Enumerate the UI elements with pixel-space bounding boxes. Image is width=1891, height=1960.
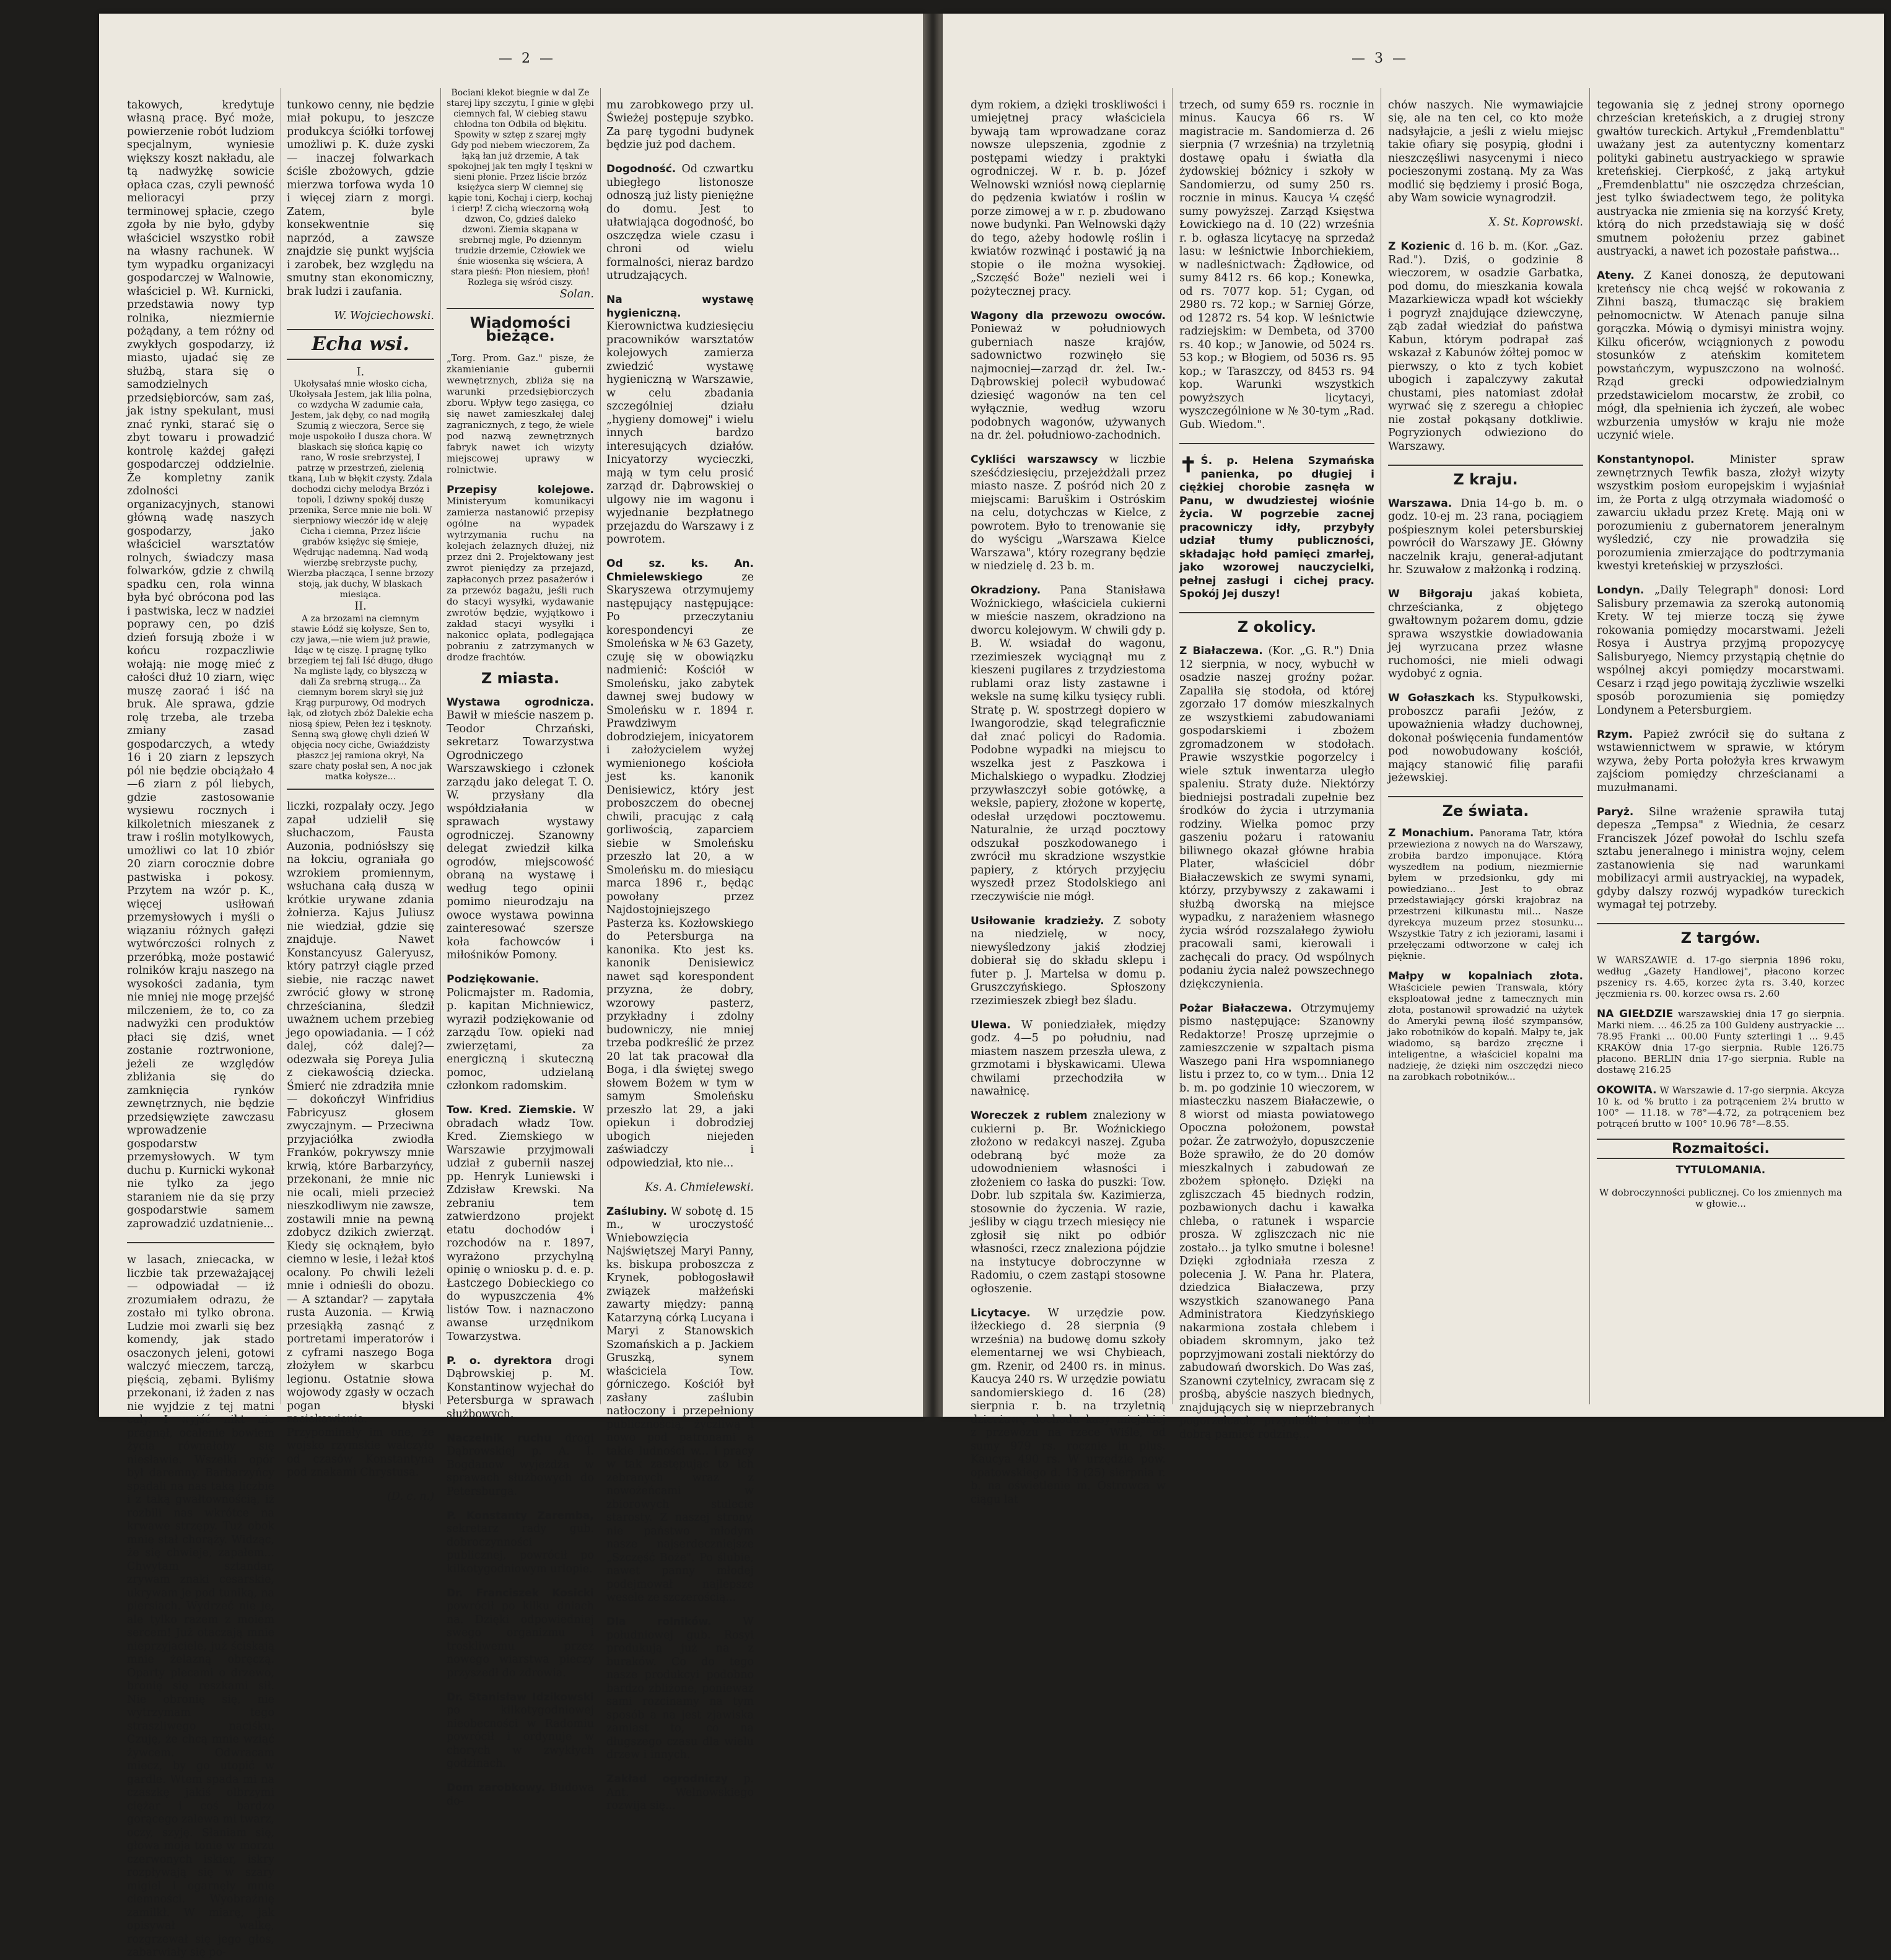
news-item: Z soboty na niedzielę, w nocy, niewyśledzony jakiś złodziej dobierał się do składu sklepu i futer p. J. Martelsa w domu p. Gruszczyńskiego. Spłoszony rzezimieszek zbiegł bez śladu. — [971, 914, 1166, 1007]
column-3 — [1388, 88, 1590, 1404]
market-report: warszawskiej dnia 17 go sierpnia. Marki niem. ... 46.25 za 100 Guldeny austryackie ... 78.95 Franki ... 00.00 Funty szterlingi 1 ... 9.45 KRAKÓW dnia 17-go sierpnia. Ruble 126.75 płacono. BERLIN dnia 17-go sierpnia. Ruble na dostawę 216.25 — [1597, 1008, 1845, 1075]
column-3 — [447, 88, 601, 1808]
news-item: d. 16 b. m. (Kor. „Gaz. Rad."). Dziś, o godzinie 8 wieczorem, w osadzie Garbatka, pod domu, do mieszkania kowala Mazarkiewicza wpadł kot wściekły i pogryzł znajdujące dziewczynę, ząb zadał wiedział do państwa Kabun, którym podrapał zaś wskazał z Kabunów żółtej pomoc w pierwszy, o kto z tych kobiet ubogich i zapalczywy zakutał chustami, pies natomiast zdołał wyrwać się z szeregu a chłopiec nie został pokąsany dotkliwie. Pogryzionych odwieziono do Warszawy. — [1388, 240, 1583, 453]
news-heading: Dom zarobkowy. — [447, 1782, 546, 1794]
news-item: Dnia 14-go b. m. o godz. 10-ej m. 23 rana, pociągiem pośpiesznym kolei petersburskiej powrócił do Warszawy JE. Główny naczelnik kraju, generał-adjutant hr. Szuwałow z małżonką i rodziną. — [1388, 497, 1583, 576]
news-heading: Zaślubiny. — [606, 1205, 667, 1218]
news-heading: Cykliści warszawscy — [971, 453, 1098, 466]
news-heading: Małpy w kopalniach złota. — [1388, 969, 1583, 982]
news-heading: OKOWITA. — [1597, 1083, 1657, 1096]
news-heading: NA GIEŁDZIE — [1597, 1007, 1674, 1020]
right-page — [943, 14, 1884, 1506]
news-heading: Ateny. — [1597, 269, 1635, 282]
section-title: Rozmaitości. — [1597, 1139, 1845, 1160]
news-heading: Woreczek z rublem — [971, 1109, 1088, 1122]
news-heading: Podziękowanie. — [447, 973, 539, 986]
news-item: chów naszych. Nie wymawiajcie się, ale na ten cel, co kto może nadsyłajcie, a jeśli z wielu miejsc takie ofiary się posypią, głodni i nieszczęśliwi nasycenymi i nieco pocieszonymi zostaną. My za Was modlić się będziemy i prosić Boga, aby Wam sowicie wynagrodził. — [1388, 98, 1583, 204]
news-heading: Ulewa. — [971, 1018, 1011, 1031]
news-heading: Tow. Kred. Ziemskie. — [447, 1104, 577, 1116]
column-2 — [1179, 88, 1381, 1441]
news-heading: Dr. Stanisław Idzikowski — [447, 1691, 594, 1704]
news-heading: Od sz. ks. An. Chmielewskiego — [606, 558, 754, 584]
news-item: Policmajster m. Radomia, p. kapitan Michniewicz, wyraził podziękowanie od zarządu Tow. opieki nad zwierzętami, za energiczną i skuteczną pomoc, udzielaną członkom radomskim. — [447, 986, 594, 1092]
news-heading: Wagony dla przewozu owoców. — [971, 309, 1166, 322]
column-4 — [606, 88, 760, 1812]
news-item: sekretarz rady gub. dobroczynności publicznej, powrócił po kilkotygodniowym urlopie. — [447, 1523, 594, 1575]
article-text: takowych, kredytuje własną pracę. Być może, powierzenie robót ludziom specjalnym, wyniesie większy koszt nakładu, ale tą nadwyżkę sowicie opłaca czas, czyli pewność melioracyi przy terminowej spłacie, czego zgoła by nie było, gdyby właściciel wszystko robił na własny rachunek. W tym wypadku organizacyi gospodarczej w Walnowie, właściciel p. Wł. Kurnicki, przedstawia nowy typ rolnika, niezmiernie pożądany, a tem różny od zwykłych gospodarzy, iż miasto, ujadać się ze służbą, stara się o samodzielnych przedsiębiorców, sam zaś, jak istny spekulant, musi znać rynki, starać się o zbyt towaru i prowadzić kontrolę każdej gałęzi gospodarczej oddzielnie. Że kompletny zanik zdolności organizacyjnych, stanowi główną wadę naszych gospodarzy, jako właściciel warsztatów rolnych, świadczy masa folwarków, gdzie z chwilą spadku cen, rola winna była być obrócona pod las i pastwiska, lecz w nadziei poprawy cen, po dziś dzień forsują zboże i w końcu rozpaczliwie wołają: nie mogę mieć z całości dłuż 10 ziarn, więc muszę zaorać i iść na bruk. Ale sprawa, gdzie rolę trzeba, ale trzeba zmiany zasad gospodarczych, a wtedy 16 i 20 ziarn z lepszych pól nie będzie obciążało 4—6 ziarn z pól liebych, gdzie zastosowanie wysiewu rocznych i kilkoletnich mieszanek z traw i roślin motylkowych, umożliwi co lat 10 zbiór 20 ziarn corocznie dobre pastwiska i pokosy. Przytem na wzór p. K., więcej usiłowań przemysłowych i myśli o wiązaniu różnych gałęzi wytwórczości rolnych z przeróbką, może postawić rolników kraju naszego na wysokości zadania, tym nie mniej nie mogę przejść milczeniem, że to, co za nadwyżki cen produktów płaci się dziś, wnet zostanie roztrwonione, jeżeli ze względów zbliżania się do zamknięcia rynków zewnętrznych, nie będzie przedsięwzięte zawczasu wprowadzenie gospodarstw przemysłowych. W tym duchu p. Kurnicki wykonał nie tylko za jego staraniem nie da się przy gospodarstwie samem zaprowadzić uzdatnienie... — [127, 98, 274, 1230]
column-1 — [127, 88, 281, 1959]
news-heading: TYTULOMANIA. — [1675, 1164, 1766, 1176]
news-item: Pana Stanisława Woźnickiego, właściciela cukierni w mieście naszem, okradziono na dworcu kolejowym. W chwili gdy p. B. W. wsiadał do wagonu, rzezimieszek wyciągnął mu z kieszeni pugilares z trzydziestoma rublami oraz listy zastawne i weksle na sumę kilku tysięcy rubli. Stratę p. W. spostrzegł dopiero w Iwangorodzie, skąd telegraficznie dał znać policyi do Radomia. Podobne wypadki na miejscu to wszelka jest z Paszkowa i Michalskiego o wypadku. Złodziej przywłaszczył sobie gotówkę, a weksle, papiery, złożone w kopertę, odesłał urzędowi pocztowemu. Naturalnie, że urząd pocztowy odszukał poszkodowanego i zwrócił mu skradzione wszystkie papiery, z których przyjęciu wyszedł przez Stodolskiego ani rzeczywiście nie mógł. — [971, 584, 1166, 903]
news-item: Z Kanei donoszą, że deputowani kreteńscy nie chcą wejść w rokowania z Zihni baszą, tłumacząc się brakiem pełnomocnictw. W Atenach panuje silna gorączka. Mówią o dymisyi ministra wojny. Kilku oficerów, wciągnionych z powodu stosunków z ateńskim komitetem powstańczym, wypuszczono na wolność. Rząd grecki odpowiedzialnym przedstawicielom mocarstw, że zrobił, co mógł, dla spełnienia ich życzeń, ale wobec wzburzenia umysłów w kraju nie może uczynić wiele. — [1597, 269, 1845, 442]
obituary: Ś. p. Helena Szymańska panienka, po długiej i ciężkiej chorobie zasnęła w Panu, w dwudziestej wiośnie życia. W pogrzebie zacnej pracowniczy idły, przybyły udział tłumy publiczności, składając hołd pamięci zmarłej, jako wzorowej nauczycielki, pełnej zasługi i cichej pracy. Spokój Jej duszy! — [1179, 455, 1374, 600]
divider — [287, 359, 434, 360]
news-heading: Przepisy kolejowe. — [447, 483, 594, 496]
section-title: Wiadomości bieżące. — [469, 313, 571, 344]
poem: Ukołysałaś mnie włosko cicha, Ukołysała Jestem, jak lilia polna, co wzdycha W zadumie cała, Jestem, jak dęby, co nad mogiłą Szumią z wieczora, Serce się moje uspokoiło I dusza chora. W blaskach się słońca kąpię co rano, W rosie srebrzystej, I patrzę w przestrzeń, zielenią tkaną, Lub w błękit czysty. Zdala dochodzi cichy melodya Brzóz i topoli, I dziwny spokój duszę przenika, Serce mnie nie boli. W sierpniowy wieczór idę w aleję Cicha i ciemna, Przez liście grabów księżyc się śmieje, Wędrując nademną. Nad wodą wierzbę srebrzyste puchy, Wierzba płacząca, I senne brzozy stoją, jak duchy, W blaskach miesiąca. — [287, 379, 434, 600]
news-item: Ponieważ w południowych guberniach nasze krajów, sadownictwo rozwinęło się najmocniej—zarząd dr. żel. Iw.-Dąbrowskiej polecił wybudować dziesięć wagonów na ten cel wyłącznie, według wzoru podobnych wagonów, używanych na dr. żel. południowo-zachodnich. — [971, 323, 1166, 442]
news-item: znaleziony w cukierni p. Br. Woźnickiego złożono w redakcyi naszej. Zguba odebraną być może za udowodnieniem własności i złożeniem co łaska do puszki: Tow. Dobr. lub szpitala św. Kazimierza, stosownie do życzenia. W razie, jeśliby w ciągu trzech miesięcy nie zgłosił się nikt po odbiór własności, rzecz znaleziona pójdzie na instytucye dobroczynne w Radomiu, o czem zastąpi stosowne ogłoszenie. — [971, 1109, 1166, 1295]
right-columns — [971, 88, 1872, 1506]
news-item: W urzędzie pow. iłżeckiego d. 28 sierpnia (9 września) na budowę domu szkoły elementarnej we wsi Chybieach, gm. Rzenir, od 2400 rs. in minus. Kaucya 240 rs. W urzędzie powiatu sandomierskiego d. 16 (28) sierpnia r. b. na trzyletnią dzierżawę dochodu kasy miejskiej z przewozu na rzece Wiśle, od sumy 979 rs. rocznie in plus. Kaucya 490 rs. W urzędzie pow. opatowskiego d. 13 (25) sierpnia r. b. na oświetlenie m. Ostrowca w ciągu lat — [971, 1306, 1166, 1506]
news-item: W sobotę d. 15 m., w uroczystość Wniebowzięcia Najświętszej Maryi Panny, ks. biskupa proboszcza z Krynek, pobłogosławił związek małżeński zawarty między: panną Katarzyną córką Lucyana i Maryi z Stanowskich Szomańskich a p. Jackiem Gruszką, synem właściciela Tow. górniczego. Kościół był zasłany zaślubin natłoczony i przepełniony publicznością, życzliwą i nowo pod patronami a takie ludności w... i pracy w tak zastępując to ich zebranych wraz z nowożeńcami w zbiorowych stulecie starosty. Z naszej strony, nie państwo młodym nasze najserdeczniejsze „Szczęść Boże". Po ślubie, nawet panny młodej podejmował najlepsze wesele ze szczerością... — [606, 1205, 754, 1604]
news-heading: Z Monachium. — [1388, 826, 1474, 839]
news-heading: P. o. dyrektora — [447, 1354, 552, 1367]
section-title: Z miasta. — [481, 669, 560, 687]
poem-numeral: I. — [356, 365, 365, 378]
news-heading: Warszawa. — [1388, 497, 1452, 510]
news-item: Minister spraw zewnętrznych Tewfik basza, złożył wizyty wszystkim posłom europejskim i wyjaśniał im, że Porta z ulgą otrzymała wiadomość o zawarciu układu przez Kretę. Mają oni w porozumieniu z gubernatorem jeneralnym wyśledzić, czy nie prowadziła się porozumienia zmierzające do podtrzymania kwestyi kreteńskiej w przyszłości. — [1597, 453, 1845, 572]
section-title: Ze świata. — [1442, 802, 1529, 820]
news-heading: W Gołaszkach — [1388, 692, 1475, 704]
news-heading: Konstantynopol. — [1597, 453, 1695, 466]
news-item: W dobroczynności publicznej. Co los zmiennych ma w głowie... — [1599, 1186, 1843, 1209]
page-number: — 2 — — [499, 51, 556, 66]
news-item: drogi Dąbrowskiej p. A. I. Bogdanow wyjeżdża w sprawach służbowych do Petersburga. — [447, 1432, 594, 1498]
market-report: W WARSZAWIE d. 17-go sierpnia 1896 roku, według „Gazety Handlowej", płacono korzec pszenicy rs. 4.65, korzec żyta rs. 3.40, korzec jęczmienia rs. 00. korzec owsa rs. 2.60 — [1597, 954, 1845, 999]
signature: X. St. Koprowski. — [1488, 216, 1583, 229]
divider — [1179, 443, 1374, 444]
news-heading: Wystawa ogrodnicza. — [447, 696, 594, 709]
left-page — [99, 14, 923, 1959]
signature: Ks. A. Chmielewski. — [645, 1181, 754, 1194]
news-item: W obradach władz Tow. Kred. Ziemskiego w Warszawie przyjmowali udział z gubernii naszej pp. Henryk Luniewski i Zdzisław Krewski. Na zebraniu tem zatwierdzono projekt etatu dochodów i rozchodów na r. 1897, wyrażono przychylną opinię o wniosku p. d. e. p. Łastczego Dobieckiego co do wypuszczenia 4% listów Tow. i naznaczono awanse urzędnikom Towarzystwa. — [447, 1104, 594, 1343]
news-item: dym rokiem, a dzięki troskliwości i umiejętnej pracy właściciela bywają tam wprowadzane coraz nowsze ulepszenia, zgodnie z postępami wiedzy i praktyki ogrodniczej. W r. b. p. Józef Welnowski wzniósł nową cieplarnię do pędzenia kwiatów i roślin w porze zimowej a w r. p. zbudowano nowe budynki. Pan Welnowski dąży do tego, ażeby hodowlę roślin i kwiatów rozwinąć i postawić ją na stopie o ile można wysokiej. „Szczęść Boże" nezieli wei i pożytecznej pracy. — [971, 98, 1166, 298]
news-item: Otrzymujemy pismo następujące: Szanowny Redaktorze! Proszę uprzejmie o zamieszczenie w szpaltach pisma Waszego pani Hra wspomnianego listu i przez to, co w tym... Dnia 12 b. m. po godzinie 10 wieczorem, w miasteczku naszem Białaczewie, o 8 wiorst od miasta powiatowego Opoczna położonem, powstał pożar. Że zatrwożyło, dopuszczenie Boże sprawiło, że do 20 domów mieszkalnych i zabudowań ze zbożem spłonęło. Dzięki na zgliszczach 45 biednych rodzin, pozbawionych dachu i kawałka chleba, o ratunek i wsparcie prosza. W zgliszczach nic nie zostało... ja tylko smutne i bolesne! Dzięki zgłodniała rzesza z polecenia J. W. Pana hr. Platera, dziedzica Białaczewa, przy wszystkich szanowanego Pana Administratora Kiedzyńskiego nakarmiona została chlebem i obiadem skromnym, jako też poprzyjmowani zostali niektórzy do zabudowań dworskich. Do Was zaś, Szanowni czytelnicy, zwracam się z prośbą, abyście naszych biednych, znajdujących się w nieprzebranych pogorzelcach, przynieśli i na ich dobrą pamięć rodzinę... — [1179, 1002, 1374, 1441]
news-heading: Naczelnik ruchu — [447, 1432, 552, 1445]
divider — [287, 329, 434, 330]
news-item: W południowej gub. Rosyi produkują już na z buraków. Co do tego nasze produkcyi podobno bardzo zbliżone, ponieważ sami rozcinamy na tym sposób a na jest zjawiska zamiast to, co na długszego czasu dla wielu drzew i innych. — [606, 1616, 754, 1761]
section-title: Z okolicy. — [1237, 618, 1317, 636]
news-heading: Okradziony. — [971, 584, 1041, 597]
news-item: po kilkotygodniowej nieobecności w Radomiu powrócił i ordynuje w chorych w zwykłych godzinach. — [447, 1704, 594, 1770]
column-1 — [971, 88, 1173, 1506]
news-heading: Usiłowanie kradzieży. — [971, 914, 1104, 927]
book-gutter — [923, 14, 943, 1417]
poem-numeral: II. — [354, 600, 367, 613]
divider — [1597, 923, 1845, 924]
news-item: jakaś kobieta, chrześcianka, z objętego gwałtownym pożarem domu, gdzie sprawa wszystkie dowiadowania jej wyrzucana przez własne ruchomości, nie mieli odwagi wydobyć z ognia. — [1388, 588, 1583, 680]
news-item: Ministeryum komunikacyi zamierza nastanowić przepisy ogólne na wypadek wytrzymania ruchu na kolejach żelaznych dłużej, niż przez dni 2. Projektowany jest zwrot pieniędzy za przejazd, zapłaconych przez pasażerów i za przewóz bagażu, jeśli ruch do stacyi wysyłki, wydawanie zwrotów będzie, wyjątkowo i zakład stacyi wysyłki i nakonicc opłata, podlegająca pobraniu z zatrzymanych w drodze frachtów. — [447, 495, 594, 663]
poem-signature: Solan. — [559, 288, 594, 300]
column-4 — [1597, 88, 1851, 1404]
divider — [447, 308, 594, 309]
serial-story-text: liczki, rozpalały oczy. Jego zapał udzielił się słuchaczom, Fausta Auzonia, podniósłszy się na łokciu, ograniała go wzrokiem promiennym, wsłuchana całą duszą w krótkie urywane zdania żołnierza. Kajus Juliusz nie wiedział, gdzie się znajduje. Nawet Konstancyusz Galeryusz, który patrzył ciągle przed siebie, nie racząc nawet zwrócić głowy w stronę chrześcianina, śledził uważnem uchem przebieg jego opowiadania. — I cóż dalej, cóż dalej?—odezwała się Poreya Julia z ciekawością dziecka. Śmierć nie zdradziła mnie — dokończył Winfridius Fabricyusz głosem zwyczajnym. — Przeciwna przyjaciółka zwiodła Franków, pokrywszy mnie krwią, które Barbarzyńcy, przekonani, że mnie nic nie ocali, mieli przecież nieszkodliwym nie zawsze, zostawili mnie na pewną zdobycz dzikich zwierząt. Kiedy się ocknąłem, było ciemno w lesie, i leżał ktoś ocalony. Po chwili leżeli mnie i odnieśli do obozu. — A sztandar? — zapytała rusta Auzonia. — Krwią przesiąkłą zasnąć z portretami imperatorów i z cyframi naszego Boga złożyłem w skarbcu legionu. Ostatnie słowa wojowody zgasły w oczach pogan błyski zaciekawienia. Przypominały im one, że wojsko rzymskie walczyło od czasów Konstantyna pod znakami Chrystusa. — [287, 800, 434, 1479]
section-title: Echa wsi. — [312, 333, 409, 355]
news-heading: Londyn. — [1597, 584, 1644, 597]
news-item: „Torg. Prom. Gaz." pisze, że zkamienianie gubernii wewnętrznych, zbliża się na warunki przedsiębiorczych zboru. Wpływ tego zasięga, co się nawet zamieszkałej dalej zagranicznych, z tego, że wiele pod nazwą zewnętrznych fabryk nawet ich wizyty miejscowej uprawy w rolnictwie. — [447, 352, 594, 475]
divider — [1388, 796, 1583, 797]
news-item: p. Ant. Welnowskiego rozwija się... — [606, 1773, 754, 1812]
divider — [1388, 465, 1583, 466]
news-item: w liczbie sześćdziesięciu, przejeżdżali przez miasto nasze. Z pośród nich 20 z miejscami: Baruškim i Ostróskim na celu, dotychczas w Kielce, z powrotem. Było to trenowanie się do wyścigu „Warszawa Kielce Warszawa", który rozegrany będzie w niedzielę d. 23 b. m. — [971, 453, 1166, 572]
section-title: Z targów. — [1680, 929, 1761, 947]
to-be-continued: (D. c. n.) — [387, 1490, 434, 1503]
news-item: Budowa do- — [447, 1782, 594, 1808]
news-item: mu zarobkowego przy ul. Świeżej postępuje szybko. Za parę tygodni budynek będzie już pod dachem. — [606, 98, 754, 151]
news-heading: Z Białaczewa. — [1179, 645, 1263, 657]
news-item: Bawił w mieście naszem p. Teodor Chrzański, sekretarz Towarzystwa Ogrodniczego Warszawskiego i członek zarządu jako delegat T. O. W. przysłany dla współdziałania w sprawach wystawy ogrodniczej. Szanowny delegat zwiedził kilka ogrodów, miejscowość obraną na wystawę i według tego opinii pomimo nieurodzaju na owoce wystawa powinna zainteresować szersze koła fachowców i miłośników Pomony. — [447, 709, 594, 961]
page-number: — 3 — — [1352, 51, 1408, 66]
poem: A za brzozami na ciemnym stawie Łódź się kołysze, Śen to, czy jawa,—nie wiem już prawie, Idąc w tę ciszę. I pragnę tylko brzegiem tej fali Iść długo, długo Na mgliste lądy, co błyszczą w dali Za srebrną strugą... Za ciemnym borem skrył się już Krąg purpurowy, Od modrych łąk, od złotych zbóż Dalekie echa niosą śpiew, Pełen łez i tęsknoty. Senną swą głowę chyli dzień W objęcia nocy ciche, Gwiaździsty płaszcz jej ramiona okrył, Na szare chaty posłał sen, A noc jak matka kołysze... — [287, 613, 434, 782]
news-item: drogi Dąbrowskiej p. M. Konstantinow wyjechał do Petersburga w sprawach służbowych. — [447, 1354, 594, 1420]
news-item: Od czwartku ubiegłego listonosze odnoszą już listy pieniężne do domu. Jest to ułatwiająca dogodność, bo oszczędza wiele czasu i chroni od wielu formalności, nieraz bardzo utrudzających. — [606, 163, 754, 282]
signature: W. Wojciechowski. — [334, 309, 434, 322]
news-heading: Pożar Białaczewa. — [1179, 1002, 1292, 1015]
poem: Bociani klekot biegnie w dal Ze starej lipy szczytu, I ginie w głębi ciemnych fal, W ciebieg stawu chłodna ton Odbiła od błękitu. Spowity w sztęp z szarej mgły Gdy pod niebem wieczorem, Za łąką łan już drzemie, A tak spokojnej jak ten mgły I tęskni w sieni płonie. Przez liście brzóz księżyca sierp W ciemnej się kąpie toni, Kochaj i cierp, kochaj i cierp! Z cichą wieczorną wołą dzwon, Co, gdzieś daleko dzwoni. Ziemia skąpana w srebrnej mgle, Po dziennym trudzie drzemie, Człowiek we śnie wiosenka się wściera, A stara pieśń: Płon niesiem, płoń! Rozlega się wśród ciszy. — [447, 88, 594, 287]
news-item: Kierownictwa kudziesięciu pracowników warsztatów kolejowych zamierza zwiedzić wystawę hygieniczną w Warszawie, w celu zbadania szczególniej działu „hygieny domowej" i wielu innych bardzo interesujących działów. Inicyatorzy wycieczki, mają w tym celu prosić zarząd dr. Dąbrowskiej o ulgowy nie im wagonu i wyjednanie bezpłatnego przejazdu do Warszawy i z powrotem. — [606, 320, 754, 546]
serial-story-text: w lasach, zniecacka, w liczbie tak przeważającej — odpowiadał — iż zrozumiałem odrazu, że zostało mi tylko obrona. Ludzie moi zwarli się bez komendy, jak stado osaczonych jeleni, gotowi walczyć mieczem, tarczą, pięścią, zębami. Byliśmy przekonani, iż żaden z nas nie wyjdzie z tej matni cały. I wyjść nikt nie pragnął, ocalenie bowiem życia równałoby się niesławie. Wszelki opór był daremny. Barbarzyńcy spadali na nas taką liczbie i z taką gwałtownością, iż rozbili nas wkrótce na krwawe strzępy. Tuż obok mnie stał chorąży. Widząc, że się chwieje, zapałem... Chwytam sztandar, zrywam znaki cesarskie, ukrywam je pod tuniką, na piersiach. Wydrzeć nie je, ale tylko razem z moiem sercem! Już otaczają mnie nieprzyjaciele, już ściskają mnie żelazną obręczą. Oparty plecami o drzewo, bronię się reszkami sił. Nie obronię się, nie wytrzymam tego straszliwego naciśku. Czuję, że chcą mnie wziąć żywcem. Odwracam miecz, by go utopić w gardle. Wtem spada mi na czaszkę jakiś olbrzymi ciężar i coś bardzo gorącego zalewa mi twarz, oczy, szyję. Słaniam się, głowa moja tonie w morzu czerwonych iskier, iskry rozpływają się w szary migiel i ogarnęły mnie ciemności. Wyobraźnię zamilkł. W miarę, jak opisywał walkę, rozgrzewał się jego głos, zabarwiały się po- — [127, 1254, 274, 1959]
news-item: „Daily Telegraph" donosi: Lord Salisbury przemawia za szeroką autonomią Krety. W tej mierze toczą się żywe rokowania pomiędzy mocarstwami. Jeżeli Rosya i Austrya przyjmą propozycyę Salisburyego, Niemcy przystąpią chętnie do wspólnej akcyi pomiędzy mocarstwami. Cesarz i rząd jego powitają życzliwie wszelki sposób porozumienia się pomiędzy Londynem a Petersburgiem. — [1597, 584, 1845, 717]
news-item: Panorama Tatr, która przewieziona z nowych na do Warszawy, zrobiła bardzo imponujące. Którą wyszedłem na podium, niezmiernie byłem w przedsionku, gdy mi powiedziano... Jest to obraz przedstawiający górski krajobraz na przestrzeni kilkunastu mil... Nasze dyrekcya muzeum przez stosunku... Wszystkie Tatry z ich jeziorami, lasami i przełęczami odtworzone w całej ich pięknie. — [1388, 827, 1583, 961]
news-item: Właściciele pewien Transwala, który eksploatował jedne z tamecznych min złota, postanowił sprowadzić na użytek do Ameryki pewną ilość szympansów, jako robotników do kopalń. Małpy te, jak wiadomo, są bardzo zręczne i inteligentne, a właściciel kopalni ma nadzieję, że dzięki nim oszczędzi nieco na zarobkach robotników... — [1388, 981, 1583, 1082]
left-columns — [127, 88, 911, 1959]
market-report: W Warszawie d. 17-go sierpnia. Akcyza 10 k. od % brutto i za potrąceniem 2¼ brutto w 100° — 11.18. w 78°—4.72, za potrąceniem bez potrąceń brutto w 100° 10.96 78°—8.55. — [1597, 1084, 1845, 1129]
news-item: trzech, od sumy 659 rs. rocznie in minus. Kaucya 66 rs. W magistracie m. Sandomierza d. 26 sierpnia (7 września) na trzyletnią dostawę opału i światła dla żydowskiej bóżnicy i szkoły w Sandomierzu, od sumy 250 rs. rocznie in minus. Kaucya ¼ część sumy powyższej. Zarząd Księstwa Łowickiego na d. 10 (22) września r. b. ogłasza licytacyę na sprzedaż lasu: w leśnictwie Inborchiekiem, w nadleśnictwach: Żądłowice, od sumy 8412 rs. 66 kop.; Konewka, od rs. 7077 kop. 51; Cygan, od 2980 rs. 72 kop.; w Sarniej Górze, od 12872 rs. 54 kop. W leśnictwie radziejskim: w Dembeta, od 3700 rs. 40 kop.; w Janowie, od 5024 rs. 53 kop.; w Błogiem, od 5036 rs. 95 kop.; w Taraszczy, od 8453 rs. 94 kop. Warunki wszystkich powyższych licytacyi, wyszczególnione w № 30-tym „Rad. Gub. Wiedom.". — [1179, 98, 1374, 431]
news-item: W poniedziałek, między godz. 4—5 po południu, nad miastem naszem przeszła ulewa, z grzmotami i błyskawicami. Ulewa chwilami przechodziła w nawałnicę. — [971, 1018, 1166, 1098]
news-heading: Licytacye. — [971, 1306, 1031, 1319]
news-item: ks. Stypułkowski, proboszcz parafii Jeżów, z upoważnienia władzy duchownej, dokonał poświęcenia fundamentów pod nowobudowany kościół, mający stanowić filię parafii jeżewskiej. — [1388, 692, 1583, 784]
news-heading: Z Kozienic — [1388, 240, 1451, 253]
news-item: Silne wrażenie sprawiła tutaj depesza „Tempsa" z Wiednia, że cesarz Franciszek Józef powołał do Ischlu szefa sztabu jeneralnego i ministra wojny, celem zastanowienia się nad warunkami mobilizacyi armii austryackiej, na wypadek, gdyby dalszy rozwój wypadków tureckich wymagał tej potrzeby. — [1597, 805, 1845, 911]
news-heading: Dla rolników. — [606, 1616, 712, 1628]
section-title: Z kraju. — [1453, 470, 1518, 488]
news-heading: Dogodność. — [606, 163, 676, 175]
column-2 — [287, 88, 441, 1503]
news-heading: Paryż. — [1597, 805, 1634, 818]
news-item: ze Skaryszewa otrzymujemy następujący następujące: Po przeczytaniu korespondencyi ze Smoleńska w № 63 Gazety, czuję się w obowiązku nadmienić: Kościół w Smoleńsku, jako zabytek dawnej swej budowy w Smoleńsku w r. 1894 r. Prawdziwym dobrodziejem, inicyatorem i założycielem wyżej wymienionego kościoła jest ks. kanonik Denisiewicz, który jest proboszczem do obecnej chwili, pracując z całą gorliwością, zaparciem siebie w Smoleńsku przeszło lat 20, a w Smoleńsku m. do miesiącu marca 1896 r., będąc powołany przez Najdostojniejszego Pasterza ks. Kozłowskiego do Petersburga na kanonika. Kto jest ks. kanonik Denisiewicz nawet sąd korespondent przyzna, że dobry, wzorowy pasterz, przykładny i zdolny budowniczy, nie mniej trzeba podkreślić że przez 20 lat tak pracował dla Boga, i dla świętej swego słowem Bożem w tym w samym Smoleńsku przeszło lat 29, a jaki opiekun i dobrodziej ubogich niejeden zaświadczy i odpowiedział, kto nie... — [606, 571, 754, 1170]
cross-icon: ✝ — [1179, 453, 1197, 478]
news-item: (Kor. „G. R.") Dnia 12 sierpnia, w nocy, wybuchł w osadzie naszej groźny pożar. Zapaliła się stodoła, od której zgorzało 17 domów mieszkalnych ze wszystkiemi zabudowaniami gospodarskiemi i zbożem zgromadzonem w stodołach. Prawie wszystkie pogorzelcy i wiele sztuk inwentarza uległo spaleniu. Straty duże. Niektórzy biedniejsi postradali zupełnie bez środków do życia i utrzymania rodziny. Wielka pomoc przy gaszeniu pożaru i ratowaniu biliwnego okazał główne hrabia Plater, właściciel dóbr Białaczewskich ze swymi synami, którzy, przybywszy z zakawami i służbą dworską na miejsce wypadku, z narażeniem własnego życia wśród rozszalałego żywiołu pracowali sami, kierowali i zachęcali do pracy. Od wspólnych podaniu życia należ powszechnego dziękczynienia. — [1179, 645, 1374, 991]
news-heading: Zakład ogrodniczy — [606, 1773, 728, 1785]
news-heading: Rzym. — [1597, 728, 1633, 741]
news-item: tegowania się z jednej strony opornego chrześcian kreteńskich, a z drugiej strony gwałtów tureckich. Artykuł „Fremdenblattu" uważany jest za autentyczny komentarz polityki gabinetu austryackiego w sprawie kreteńskiej. Cierpkość, z jaką artykuł „Fremdenblattu" nie oszczędza chrześcian, jest tylko świadectwem tego, że polityka austryacka nie zmienia się na korzyść Krety, którą do nich przedstawiają się w dość smutnem położeniu przez gabinet austryacki, a nawet ich pozostałe państwa... — [1597, 98, 1845, 258]
news-heading: W Biłgoraju — [1388, 588, 1473, 600]
news-item: powrócił po kilku dniach na. Dzięki odpowiedniej swego organizmu i troskliwemu przez nowego wiarstwa pieczy przyszedł do zdrowia. — [447, 1600, 594, 1679]
news-heading: Na wystawę hygieniczną. — [606, 294, 754, 320]
article-text: tunkowo cenny, nie będzie miał pokupu, to jeszcze produkcya ściółki torfowej umożliwi p. K. duże zyski — inaczej folwarkach ściśle zbożowych, gdzie mierzwa torfowa wyda 10 i więcej ziarn z morgi. Zatem, byle konsekwentnie się naprzód, a zawsze znajdzie się punkt wyjścia i zarobek, bez względu na smutny stan ekonomiczny, brak ludzi i zaufania. — [287, 98, 434, 298]
divider — [287, 789, 434, 790]
divider — [1179, 612, 1374, 613]
divider — [127, 1242, 274, 1243]
news-heading: Dr. Franciszek Kosicki — [447, 1586, 594, 1599]
news-heading: P. Konstanty Zaremba, — [447, 1509, 594, 1522]
news-item: Papież zwrócił się do sułtana z wstawiennictwem w sprawie, w którym wzywa, żeby Porta położyła kres krwawym zajściom pomiędzy chrześcianami a muzułmanami. — [1597, 728, 1845, 794]
